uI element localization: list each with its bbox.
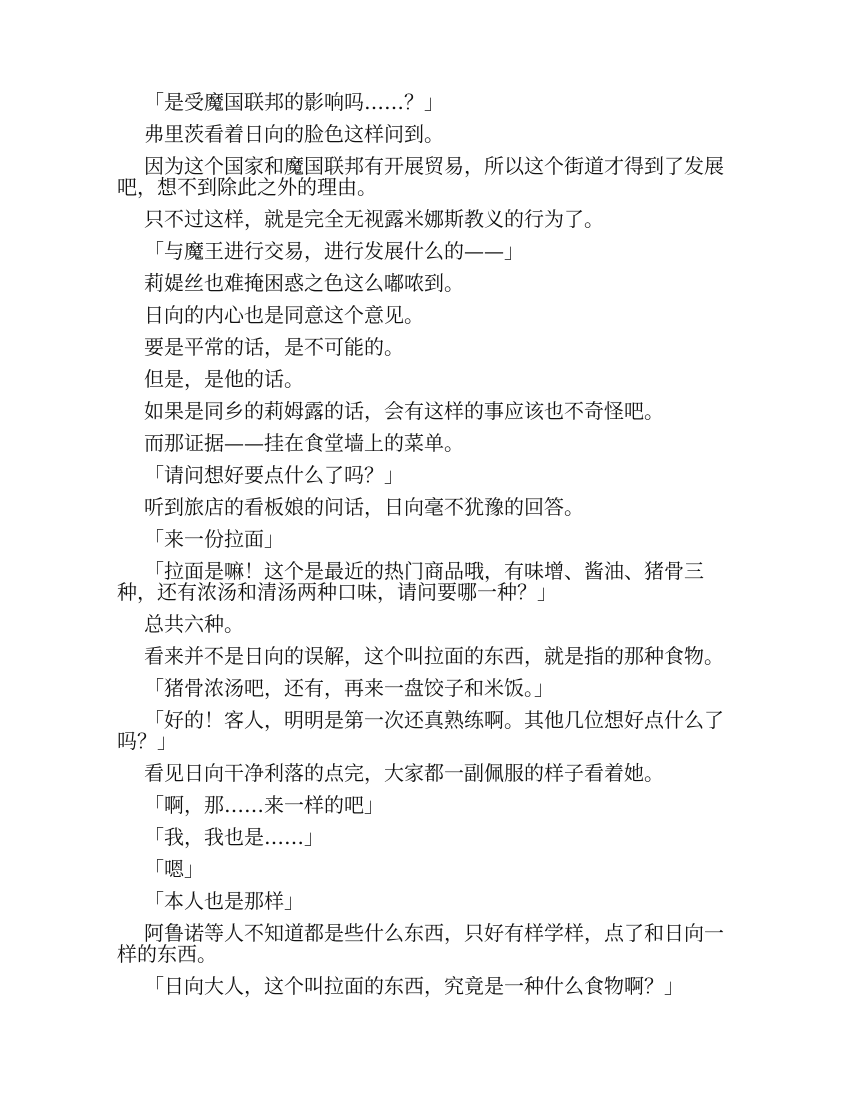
paragraph: 「猪骨浓汤吧，还有，再来一盘饺子和米饭。」 — [144, 676, 554, 700]
paragraph: 只不过这样，就是完全无视露米娜斯教义的行为了。 — [144, 207, 604, 231]
paragraph: 日向的内心也是同意这个意见。 — [144, 303, 424, 327]
paragraph: 而那证据——挂在食堂墙上的菜单。 — [144, 431, 464, 455]
paragraph: 弗里茨看着日向的脸色这样问到。 — [144, 122, 444, 146]
paragraph: 看见日向干净利落的点完，大家都一副佩服的样子看着她。 — [144, 761, 664, 785]
paragraph: 「拉面是嘛！这个是最近的热门商品哦，有味增、酱油、猪骨三种，还有浓汤和清汤两种口味，请问要哪一种？」 — [117, 559, 704, 604]
paragraph: 「本人也是那样」 — [144, 889, 304, 913]
paragraph: 「好的！客人，明明是第一次还真熟练啊。其他几位想好点什么了吗？」 — [117, 708, 724, 753]
paragraph: 莉媞丝也难掩困惑之色这么嘟哝到。 — [144, 271, 464, 295]
paragraph: 「我，我也是……」 — [144, 825, 324, 849]
paragraph: 「啊，那……来一样的吧」 — [144, 793, 384, 817]
paragraph: 「日向大人，这个叫拉面的东西，究竟是一种什么食物啊？」 — [144, 974, 684, 998]
paragraph: 「与魔王进行交易，进行发展什么的——」 — [144, 239, 524, 263]
document-body — [117, 92, 732, 1008]
paragraph: 「来一份拉面」 — [144, 527, 284, 551]
paragraph: 「是受魔国联邦的影响吗……？」 — [144, 90, 444, 114]
paragraph: 「嗯」 — [144, 857, 204, 881]
paragraph: 看来并不是日向的误解，这个叫拉面的东西，就是指的那种食物。 — [144, 644, 724, 668]
paragraph: 但是，是他的话。 — [144, 367, 304, 391]
paragraph: 因为这个国家和魔国联邦有开展贸易，所以这个街道才得到了发展吧，想不到除此之外的理由。 — [117, 154, 724, 199]
paragraph: 听到旅店的看板娘的问话，日向毫不犹豫的回答。 — [144, 495, 584, 519]
paragraph: 要是平常的话，是不可能的。 — [144, 335, 404, 359]
paragraph: 阿鲁诺等人不知道都是些什么东西，只好有样学样，点了和日向一样的东西。 — [117, 921, 724, 966]
paragraph: 总共六种。 — [144, 612, 244, 636]
paragraph: 如果是同乡的莉姆露的话，会有这样的事应该也不奇怪吧。 — [144, 399, 664, 423]
paragraph: 「请问想好要点什么了吗？」 — [144, 463, 404, 487]
